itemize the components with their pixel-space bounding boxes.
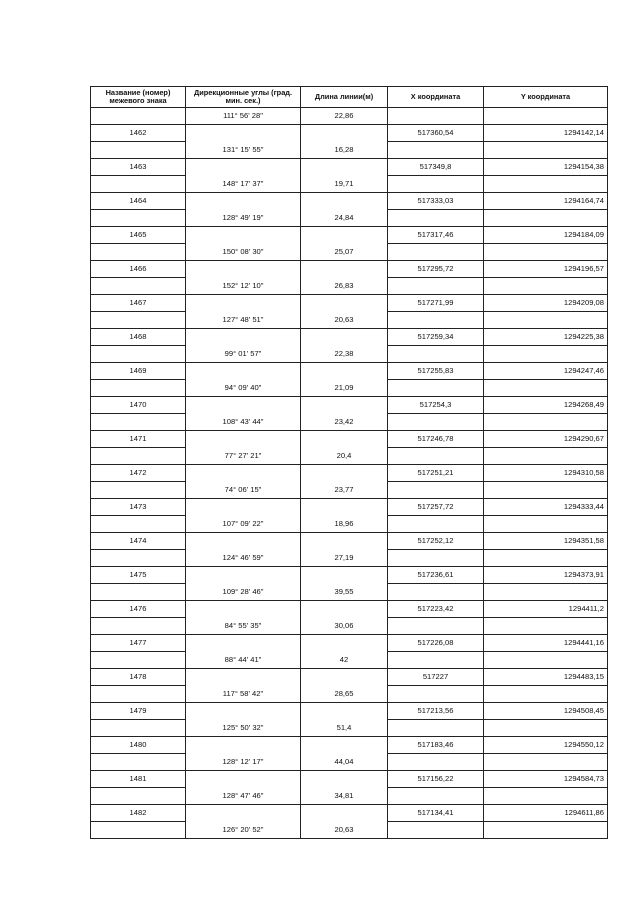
cell-direction-angle: 99° 01' 57" — [186, 346, 301, 363]
cell-line-length — [301, 431, 388, 448]
cell-y-coordinate: 1294483,15 — [484, 669, 608, 686]
cell-line-length — [301, 805, 388, 822]
cell-direction-angle — [186, 703, 301, 720]
cell-y-coordinate: 1294373,91 — [484, 567, 608, 584]
cell-x-coordinate: 517317,46 — [388, 227, 484, 244]
cell-x-coordinate: 517156,22 — [388, 771, 484, 788]
cell-line-length — [301, 125, 388, 142]
cell-x-coordinate: 517295,72 — [388, 261, 484, 278]
cell-y-coordinate: 1294196,57 — [484, 261, 608, 278]
cell-x-coordinate: 517333,03 — [388, 193, 484, 210]
cell-direction-angle: 111° 56' 28" — [186, 108, 301, 125]
cell-mark-name: 1467 — [91, 295, 186, 312]
cell-mark-name — [91, 550, 186, 567]
cell-direction-angle: 117° 58' 42" — [186, 686, 301, 703]
table-row-line-segment — [91, 652, 608, 669]
cell-mark-name — [91, 312, 186, 329]
table-row-line-segment — [91, 516, 608, 533]
cell-y-coordinate: 1294164,74 — [484, 193, 608, 210]
header-x-coordinate: Х координата — [388, 87, 484, 108]
cell-mark-name: 1471 — [91, 431, 186, 448]
cell-line-length: 25,07 — [301, 244, 388, 261]
cell-mark-name: 1479 — [91, 703, 186, 720]
cell-x-coordinate: 517271,99 — [388, 295, 484, 312]
table-row-boundary-point — [91, 193, 608, 210]
cell-direction-angle — [186, 669, 301, 686]
cell-direction-angle — [186, 125, 301, 142]
cell-direction-angle — [186, 601, 301, 618]
cell-x-coordinate: 517226,08 — [388, 635, 484, 652]
table-row-line-segment — [91, 346, 608, 363]
cell-x-coordinate: 517183,46 — [388, 737, 484, 754]
cell-mark-name — [91, 822, 186, 839]
table-row-line-segment — [91, 414, 608, 431]
table-row-line-segment — [91, 278, 608, 295]
cell-direction-angle — [186, 261, 301, 278]
cell-x-coordinate: 517254,3 — [388, 397, 484, 414]
cell-x-coordinate — [388, 754, 484, 771]
cell-y-coordinate — [484, 516, 608, 533]
cell-line-length — [301, 533, 388, 550]
table-row-line-segment — [91, 108, 608, 125]
table-row-line-segment — [91, 550, 608, 567]
table-row-boundary-point — [91, 533, 608, 550]
cell-mark-name: 1476 — [91, 601, 186, 618]
cell-y-coordinate — [484, 652, 608, 669]
table-row-boundary-point — [91, 397, 608, 414]
cell-y-coordinate — [484, 550, 608, 567]
cell-line-length: 44,04 — [301, 754, 388, 771]
cell-mark-name: 1481 — [91, 771, 186, 788]
cell-direction-angle — [186, 533, 301, 550]
cell-mark-name: 1472 — [91, 465, 186, 482]
cell-y-coordinate: 1294550,12 — [484, 737, 608, 754]
cell-x-coordinate: 517349,8 — [388, 159, 484, 176]
table-row-line-segment — [91, 448, 608, 465]
table-row-boundary-point — [91, 295, 608, 312]
cell-line-length: 30,06 — [301, 618, 388, 635]
table-row-boundary-point — [91, 703, 608, 720]
cell-line-length — [301, 771, 388, 788]
cell-x-coordinate — [388, 516, 484, 533]
cell-mark-name — [91, 414, 186, 431]
table-row-boundary-point — [91, 329, 608, 346]
header-y-coordinate: Y координата — [484, 87, 608, 108]
cell-direction-angle — [186, 193, 301, 210]
cell-y-coordinate — [484, 482, 608, 499]
cell-y-coordinate: 1294411,2 — [484, 601, 608, 618]
cell-line-length: 42 — [301, 652, 388, 669]
cell-direction-angle: 127° 48' 51" — [186, 312, 301, 329]
cell-line-length: 20,63 — [301, 822, 388, 839]
cell-y-coordinate: 1294290,67 — [484, 431, 608, 448]
cell-line-length: 23,77 — [301, 482, 388, 499]
table-row-line-segment — [91, 210, 608, 227]
table-row-line-segment — [91, 176, 608, 193]
cell-y-coordinate — [484, 754, 608, 771]
cell-direction-angle — [186, 329, 301, 346]
cell-x-coordinate: 517257,72 — [388, 499, 484, 516]
cell-y-coordinate — [484, 448, 608, 465]
table-row-line-segment — [91, 788, 608, 805]
cell-direction-angle: 150° 08' 30" — [186, 244, 301, 261]
cell-x-coordinate — [388, 210, 484, 227]
cell-direction-angle: 77° 27' 21" — [186, 448, 301, 465]
cell-line-length: 39,55 — [301, 584, 388, 601]
cell-x-coordinate — [388, 448, 484, 465]
cell-line-length: 27,19 — [301, 550, 388, 567]
cell-y-coordinate — [484, 108, 608, 125]
cell-line-length: 22,86 — [301, 108, 388, 125]
table-row-boundary-point — [91, 465, 608, 482]
cell-y-coordinate — [484, 142, 608, 159]
cell-y-coordinate: 1294225,38 — [484, 329, 608, 346]
cell-x-coordinate — [388, 380, 484, 397]
cell-y-coordinate: 1294310,58 — [484, 465, 608, 482]
cell-line-length: 24,84 — [301, 210, 388, 227]
cell-line-length: 26,83 — [301, 278, 388, 295]
cell-y-coordinate: 1294441,16 — [484, 635, 608, 652]
cell-x-coordinate — [388, 686, 484, 703]
document-page — [90, 86, 607, 839]
cell-mark-name — [91, 448, 186, 465]
cell-direction-angle: 84° 55' 35" — [186, 618, 301, 635]
table-row-line-segment — [91, 312, 608, 329]
cell-line-length: 19,71 — [301, 176, 388, 193]
table-row-line-segment — [91, 244, 608, 261]
cell-mark-name — [91, 142, 186, 159]
cell-line-length: 23,42 — [301, 414, 388, 431]
table-row-line-segment — [91, 754, 608, 771]
cell-y-coordinate — [484, 210, 608, 227]
cell-mark-name: 1466 — [91, 261, 186, 278]
cell-line-length — [301, 669, 388, 686]
cell-mark-name: 1473 — [91, 499, 186, 516]
cell-mark-name — [91, 652, 186, 669]
cell-mark-name: 1475 — [91, 567, 186, 584]
cell-line-length — [301, 567, 388, 584]
cell-y-coordinate — [484, 788, 608, 805]
cell-direction-angle: 148° 17' 37" — [186, 176, 301, 193]
cell-x-coordinate: 517360,54 — [388, 125, 484, 142]
cell-line-length — [301, 703, 388, 720]
cell-mark-name — [91, 618, 186, 635]
header-mark-name: Название (номер) межевого знака — [91, 87, 186, 108]
cell-x-coordinate — [388, 346, 484, 363]
cell-line-length — [301, 601, 388, 618]
cell-y-coordinate — [484, 584, 608, 601]
cell-x-coordinate — [388, 108, 484, 125]
header-line-length: Длина линии(м) — [301, 87, 388, 108]
cell-line-length: 18,96 — [301, 516, 388, 533]
cell-x-coordinate — [388, 652, 484, 669]
cell-line-length: 51,4 — [301, 720, 388, 737]
cell-mark-name: 1470 — [91, 397, 186, 414]
cell-line-length — [301, 363, 388, 380]
cell-line-length: 21,09 — [301, 380, 388, 397]
table-row-boundary-point — [91, 771, 608, 788]
table-row-boundary-point — [91, 737, 608, 754]
cell-line-length — [301, 193, 388, 210]
cell-line-length — [301, 737, 388, 754]
cell-y-coordinate — [484, 686, 608, 703]
cell-y-coordinate: 1294142,14 — [484, 125, 608, 142]
table-row-line-segment — [91, 142, 608, 159]
table-row-boundary-point — [91, 363, 608, 380]
cell-direction-angle — [186, 737, 301, 754]
cell-x-coordinate: 517213,56 — [388, 703, 484, 720]
table-row-boundary-point — [91, 227, 608, 244]
cell-mark-name: 1477 — [91, 635, 186, 652]
cell-direction-angle — [186, 431, 301, 448]
cell-mark-name: 1462 — [91, 125, 186, 142]
table-row-boundary-point — [91, 669, 608, 686]
cell-direction-angle — [186, 295, 301, 312]
table-row-boundary-point — [91, 635, 608, 652]
cell-y-coordinate — [484, 618, 608, 635]
cell-line-length — [301, 635, 388, 652]
cell-mark-name: 1465 — [91, 227, 186, 244]
cell-line-length — [301, 499, 388, 516]
cell-mark-name — [91, 516, 186, 533]
cell-y-coordinate: 1294154,38 — [484, 159, 608, 176]
cell-mark-name — [91, 176, 186, 193]
cell-line-length: 20,4 — [301, 448, 388, 465]
cell-y-coordinate: 1294333,44 — [484, 499, 608, 516]
cell-line-length: 28,65 — [301, 686, 388, 703]
cell-line-length — [301, 227, 388, 244]
cell-mark-name — [91, 482, 186, 499]
cell-direction-angle — [186, 227, 301, 244]
table-row-boundary-point — [91, 125, 608, 142]
table-row-line-segment — [91, 584, 608, 601]
cell-x-coordinate: 517259,34 — [388, 329, 484, 346]
cell-mark-name — [91, 754, 186, 771]
table-row-line-segment — [91, 482, 608, 499]
table-row-line-segment — [91, 380, 608, 397]
cell-line-length: 34,81 — [301, 788, 388, 805]
cell-y-coordinate: 1294584,73 — [484, 771, 608, 788]
cell-y-coordinate — [484, 312, 608, 329]
cell-direction-angle: 131° 15' 55" — [186, 142, 301, 159]
table-header-row — [91, 87, 608, 108]
cell-direction-angle: 107° 09' 22" — [186, 516, 301, 533]
header-direction-angle: Дирекционные углы (град. мин. сек.) — [186, 87, 301, 108]
cell-mark-name — [91, 788, 186, 805]
cell-x-coordinate — [388, 720, 484, 737]
cell-mark-name — [91, 380, 186, 397]
table-row-boundary-point — [91, 499, 608, 516]
cell-direction-angle: 124° 46' 59" — [186, 550, 301, 567]
cell-direction-angle — [186, 771, 301, 788]
cell-mark-name — [91, 244, 186, 261]
cell-mark-name: 1464 — [91, 193, 186, 210]
cell-x-coordinate — [388, 278, 484, 295]
cell-mark-name: 1474 — [91, 533, 186, 550]
cell-x-coordinate — [388, 550, 484, 567]
cell-direction-angle — [186, 499, 301, 516]
cell-direction-angle: 88° 44' 41" — [186, 652, 301, 669]
cell-line-length — [301, 329, 388, 346]
cell-x-coordinate: 517227 — [388, 669, 484, 686]
cell-direction-angle — [186, 363, 301, 380]
cell-y-coordinate: 1294209,08 — [484, 295, 608, 312]
cell-line-length — [301, 295, 388, 312]
cell-y-coordinate — [484, 346, 608, 363]
cell-x-coordinate: 517251,21 — [388, 465, 484, 482]
cell-line-length: 20,63 — [301, 312, 388, 329]
cell-direction-angle — [186, 465, 301, 482]
cell-y-coordinate — [484, 278, 608, 295]
cell-x-coordinate: 517223,42 — [388, 601, 484, 618]
cell-x-coordinate — [388, 584, 484, 601]
cell-x-coordinate: 517252,12 — [388, 533, 484, 550]
table-row-boundary-point — [91, 261, 608, 278]
cell-x-coordinate — [388, 618, 484, 635]
cell-mark-name — [91, 584, 186, 601]
cell-direction-angle — [186, 397, 301, 414]
cell-y-coordinate: 1294247,46 — [484, 363, 608, 380]
cell-line-length — [301, 465, 388, 482]
cell-x-coordinate — [388, 142, 484, 159]
cell-line-length — [301, 397, 388, 414]
cell-y-coordinate: 1294184,09 — [484, 227, 608, 244]
table-row-boundary-point — [91, 805, 608, 822]
cell-direction-angle: 128° 47' 46" — [186, 788, 301, 805]
table-row-line-segment — [91, 618, 608, 635]
cell-direction-angle: 128° 49' 19" — [186, 210, 301, 227]
cell-y-coordinate: 1294508,45 — [484, 703, 608, 720]
cell-x-coordinate: 517236,61 — [388, 567, 484, 584]
cell-y-coordinate: 1294351,58 — [484, 533, 608, 550]
table-row-boundary-point — [91, 601, 608, 618]
cell-direction-angle: 126° 20' 52" — [186, 822, 301, 839]
cell-x-coordinate — [388, 482, 484, 499]
table-row-boundary-point — [91, 431, 608, 448]
cell-x-coordinate — [388, 822, 484, 839]
cell-direction-angle — [186, 805, 301, 822]
table-row-boundary-point — [91, 159, 608, 176]
cell-y-coordinate — [484, 176, 608, 193]
cell-direction-angle — [186, 567, 301, 584]
cell-direction-angle — [186, 635, 301, 652]
cell-x-coordinate — [388, 176, 484, 193]
cell-direction-angle — [186, 159, 301, 176]
cell-mark-name: 1469 — [91, 363, 186, 380]
cell-line-length: 16,28 — [301, 142, 388, 159]
cell-mark-name — [91, 346, 186, 363]
cell-mark-name: 1482 — [91, 805, 186, 822]
cell-line-length: 22,38 — [301, 346, 388, 363]
boundary-marks-table — [90, 86, 608, 839]
cell-x-coordinate: 517255,83 — [388, 363, 484, 380]
cell-mark-name: 1463 — [91, 159, 186, 176]
cell-y-coordinate — [484, 414, 608, 431]
cell-mark-name — [91, 686, 186, 703]
cell-direction-angle: 152° 12' 10" — [186, 278, 301, 295]
cell-y-coordinate: 1294611,86 — [484, 805, 608, 822]
table-row-line-segment — [91, 720, 608, 737]
cell-line-length — [301, 261, 388, 278]
cell-y-coordinate — [484, 244, 608, 261]
cell-y-coordinate — [484, 380, 608, 397]
cell-x-coordinate — [388, 312, 484, 329]
cell-y-coordinate — [484, 720, 608, 737]
cell-direction-angle: 125° 50' 32" — [186, 720, 301, 737]
cell-x-coordinate — [388, 414, 484, 431]
cell-y-coordinate — [484, 822, 608, 839]
cell-direction-angle: 74° 06' 15" — [186, 482, 301, 499]
table-row-line-segment — [91, 686, 608, 703]
cell-direction-angle: 109° 28' 46" — [186, 584, 301, 601]
cell-x-coordinate — [388, 244, 484, 261]
cell-mark-name — [91, 210, 186, 227]
cell-line-length — [301, 159, 388, 176]
cell-x-coordinate: 517134,41 — [388, 805, 484, 822]
cell-direction-angle: 108° 43' 44" — [186, 414, 301, 431]
cell-direction-angle: 94° 09' 40" — [186, 380, 301, 397]
cell-direction-angle: 128° 12' 17" — [186, 754, 301, 771]
cell-y-coordinate: 1294268,49 — [484, 397, 608, 414]
cell-mark-name — [91, 278, 186, 295]
cell-mark-name: 1478 — [91, 669, 186, 686]
cell-x-coordinate: 517246,78 — [388, 431, 484, 448]
table-row-boundary-point — [91, 567, 608, 584]
cell-mark-name — [91, 108, 186, 125]
cell-x-coordinate — [388, 788, 484, 805]
table-row-line-segment — [91, 822, 608, 839]
cell-mark-name — [91, 720, 186, 737]
cell-mark-name: 1468 — [91, 329, 186, 346]
cell-mark-name: 1480 — [91, 737, 186, 754]
